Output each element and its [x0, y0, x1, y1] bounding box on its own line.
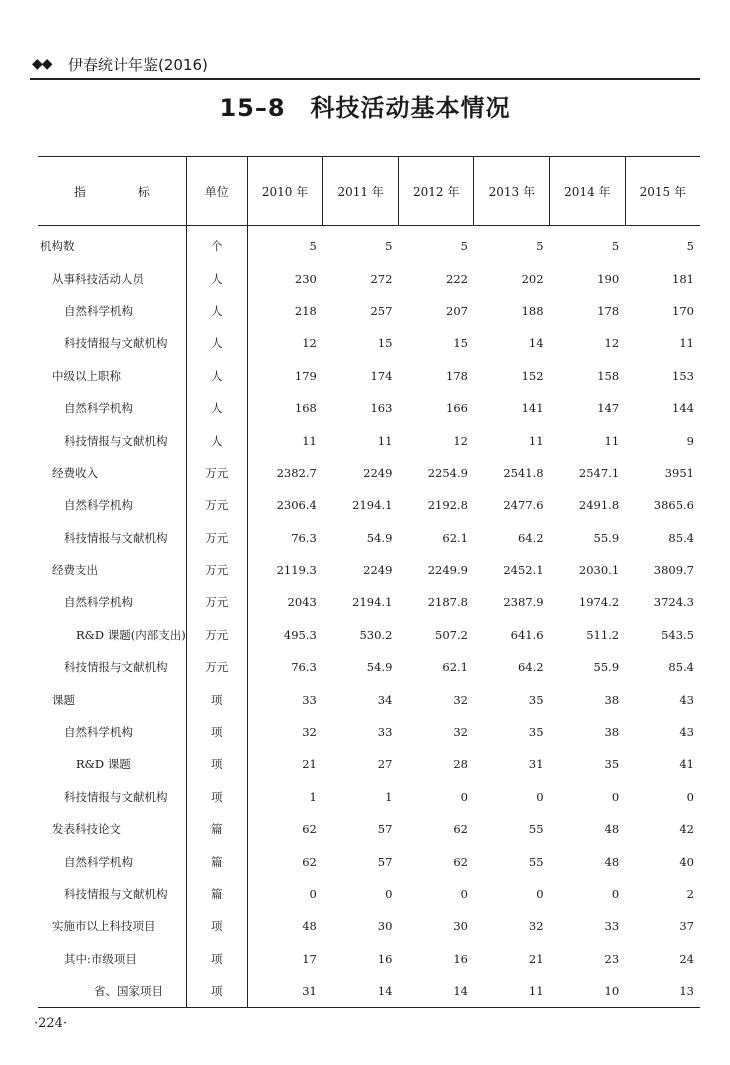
table-cell: 12: [453, 433, 468, 448]
table-cell: 2: [686, 887, 694, 901]
row-unit: 万元: [186, 489, 247, 521]
table-cell: 11: [474, 975, 550, 1008]
row-unit: 人: [186, 262, 247, 294]
table-cell: 11: [528, 433, 544, 448]
row-label: 其中:市级项目: [64, 951, 137, 966]
column-header-unit: 单位: [186, 157, 247, 226]
table-cell: 5: [460, 239, 468, 254]
table-row: [38, 457, 700, 489]
row-unit: 项: [186, 748, 247, 780]
table-row: [38, 975, 700, 1008]
table-cell: 141: [521, 401, 544, 416]
table-row: [38, 360, 700, 392]
table-cell: 1: [385, 789, 393, 804]
row-unit: 个: [186, 226, 247, 263]
table-cell: 31: [528, 757, 544, 772]
table-row: [38, 554, 700, 586]
table-cell: 40: [679, 854, 694, 869]
table-cell: 30: [453, 919, 468, 934]
table-row: [38, 748, 700, 780]
row-unit: 人: [186, 295, 247, 327]
row-unit: 项: [186, 910, 247, 942]
table-row: [38, 489, 700, 521]
table-cell: 54.9: [366, 660, 393, 675]
table-cell: 55: [528, 822, 544, 837]
table-cell: 0: [611, 789, 620, 804]
table-cell: 2387.9: [503, 595, 544, 610]
row-label: 课题: [52, 692, 75, 707]
table-cell: 152: [521, 368, 544, 383]
table-cell: 32: [302, 725, 317, 740]
table-cell: 2194.1: [352, 498, 393, 513]
table-row: [38, 845, 700, 877]
table-cell: 2491.8: [578, 498, 620, 513]
row-unit: 篇: [186, 845, 247, 877]
table-row: [38, 683, 700, 715]
table-cell: 2249: [363, 465, 393, 480]
table-row: [38, 878, 700, 910]
table-cell: 218: [294, 303, 317, 318]
table-cell: 207: [446, 303, 468, 318]
table-row: [38, 424, 700, 456]
table-row: [38, 651, 700, 683]
row-label: 自然科学机构: [64, 498, 133, 513]
table-cell: 2249.9: [427, 563, 468, 578]
table-cell: 57: [377, 822, 393, 837]
table-cell: 12: [302, 336, 317, 351]
row-unit: 万元: [186, 586, 247, 618]
table-cell: 62.1: [442, 660, 468, 675]
table-cell: 34: [377, 692, 393, 707]
table-cell: 174: [370, 368, 393, 383]
column-header-year: 2015 年: [625, 157, 700, 226]
table-cell: 17: [302, 951, 317, 966]
row-unit: 万元: [186, 522, 247, 554]
table-cell: 5: [309, 239, 317, 254]
table-cell: 54.9: [366, 530, 393, 545]
table-cell: 1: [309, 789, 317, 804]
table-cell: 170: [672, 303, 694, 318]
table-cell: 530.2: [359, 627, 393, 642]
table-cell: 2306.4: [276, 498, 317, 513]
table-cell: 0: [536, 887, 544, 901]
row-label: 从事科技活动人员: [52, 271, 144, 286]
table-cell: 144: [672, 401, 694, 416]
table-cell: 2477.6: [503, 498, 544, 513]
table-row: [38, 295, 700, 327]
row-unit: 篇: [186, 878, 247, 910]
row-unit: 万元: [186, 619, 247, 651]
table-cell: 166: [446, 401, 468, 416]
table-cell: 35: [528, 725, 544, 740]
row-label: 经费收入: [52, 465, 98, 480]
table-cell: 55: [528, 854, 544, 869]
table-cell: 15: [377, 336, 393, 351]
table-cell: 15: [453, 336, 468, 351]
row-unit: 万元: [186, 554, 247, 586]
table-cell: 2249: [363, 563, 393, 578]
row-label: 发表科技论文: [52, 822, 121, 837]
table-cell: 2187.8: [427, 595, 468, 610]
page-number: ·224·: [34, 1016, 68, 1031]
table-cell: 28: [453, 757, 468, 772]
table-cell: 85.4: [668, 530, 694, 545]
table-cell: 0: [686, 789, 694, 804]
table-cell: 62: [453, 822, 468, 837]
column-header-year: 2012 年: [398, 157, 474, 226]
table-cell: 14: [528, 336, 544, 351]
table-cell: 48: [302, 919, 317, 934]
row-label: 自然科学机构: [64, 725, 133, 740]
row-unit: 项: [186, 781, 247, 813]
table-row: [38, 262, 700, 294]
table-cell: 3724.3: [653, 595, 694, 610]
column-header-indicator: 指 标: [38, 157, 186, 226]
table-cell: 85.4: [668, 660, 694, 675]
table-cell: 14: [323, 975, 399, 1008]
table-cell: 12: [604, 336, 620, 351]
table-cell: 27: [377, 757, 393, 772]
table-cell: 168: [294, 401, 317, 416]
row-label: 中级以上职称: [52, 368, 121, 383]
table-cell: 23: [604, 951, 620, 966]
row-unit: 人: [186, 360, 247, 392]
row-label: 科技情报与文献机构: [64, 336, 168, 351]
row-label: R&D 课题: [76, 757, 131, 772]
table-cell: 3951: [664, 465, 694, 480]
table-cell: 31: [247, 975, 323, 1008]
row-label: 实施市以上科技项目: [52, 919, 156, 934]
row-label: 科技情报与文献机构: [64, 660, 168, 675]
table-cell: 30: [377, 919, 393, 934]
table-cell: 35: [528, 692, 544, 707]
table-cell: 507.2: [435, 627, 468, 642]
table-cell: 2192.8: [427, 498, 468, 513]
row-unit: 万元: [186, 651, 247, 683]
table-cell: 64.2: [517, 660, 544, 675]
book-title: 伊春统计年鉴(2016): [68, 56, 208, 74]
table-cell: 57: [377, 854, 393, 869]
table-cell: 43: [679, 692, 694, 707]
table-cell: 10: [550, 975, 626, 1008]
row-unit: 篇: [186, 813, 247, 845]
table-cell: 55.9: [593, 660, 620, 675]
row-label: 科技情报与文献机构: [64, 789, 168, 804]
table-header-row: [38, 157, 700, 226]
table-cell: 2043: [287, 595, 317, 610]
table-cell: 147: [597, 401, 620, 416]
column-header-year: 2010 年: [247, 157, 323, 226]
table-cell: 11: [302, 433, 317, 448]
row-label: 省、国家项目: [38, 975, 186, 1008]
row-unit: 人: [186, 392, 247, 424]
table-cell: 153: [672, 368, 694, 383]
row-unit: 项: [186, 943, 247, 975]
table-cell: 64.2: [517, 530, 544, 545]
table-cell: 37: [679, 919, 694, 934]
table-row: [38, 522, 700, 554]
table-cell: 257: [370, 303, 393, 318]
table-cell: 24: [679, 951, 694, 966]
row-unit: 项: [186, 975, 247, 1008]
table-cell: 21: [302, 757, 317, 772]
table-row: [38, 716, 700, 748]
table-cell: 62: [453, 854, 468, 869]
table-cell: 5: [536, 239, 544, 254]
table-cell: 2541.8: [503, 465, 544, 480]
row-label: 科技情报与文献机构: [64, 433, 168, 448]
row-label: 机构数: [40, 239, 75, 254]
table-cell: 2119.3: [276, 563, 317, 578]
row-label: 自然科学机构: [64, 303, 133, 318]
data-table: [38, 156, 700, 1008]
row-unit: 项: [186, 683, 247, 715]
table-cell: 76.3: [291, 530, 317, 545]
column-header-year: 2014 年: [550, 157, 626, 226]
table-cell: 13: [625, 975, 700, 1008]
table-cell: 641.6: [510, 627, 544, 642]
column-header-year: 2011 年: [323, 157, 399, 226]
table-cell: 3809.7: [653, 563, 694, 578]
table-cell: 2194.1: [352, 595, 393, 610]
table-cell: 62.1: [442, 530, 468, 545]
table-cell: 55.9: [593, 530, 620, 545]
table-cell: 2382.7: [276, 465, 317, 480]
table-cell: 9: [686, 433, 694, 448]
row-unit: 人: [186, 327, 247, 359]
table-cell: 178: [446, 368, 468, 383]
table-row: [38, 392, 700, 424]
row-label: 经费支出: [52, 563, 98, 578]
table-row: [38, 619, 700, 651]
row-label: 科技情报与文献机构: [64, 530, 168, 545]
page-title: 15–8 科技活动基本情况: [219, 94, 511, 122]
table-cell: 0: [536, 789, 544, 804]
table-cell: 5: [686, 239, 694, 254]
row-label: 科技情报与文献机构: [64, 887, 168, 901]
table-cell: 0: [385, 887, 393, 901]
table-cell: 33: [302, 692, 317, 707]
table-cell: 11: [604, 433, 620, 448]
table-cell: 35: [604, 757, 620, 772]
table-cell: 32: [528, 919, 544, 934]
table-cell: 0: [611, 887, 620, 901]
table-cell: 178: [597, 303, 620, 318]
table-row: [38, 910, 700, 942]
table-cell: 2030.1: [578, 563, 620, 578]
table-cell: 0: [309, 887, 317, 901]
diamond-icon: ◆◆: [32, 56, 52, 72]
table-cell: 21: [528, 951, 544, 966]
table-cell: 14: [398, 975, 474, 1008]
table-cell: 163: [370, 401, 393, 416]
table-row: [38, 327, 700, 359]
row-unit: 万元: [186, 457, 247, 489]
table-cell: 11: [679, 336, 694, 351]
table-cell: 230: [294, 271, 317, 286]
table-cell: 33: [377, 725, 393, 740]
table-cell: 190: [597, 271, 620, 286]
table-row: [38, 781, 700, 813]
table-cell: 511.2: [586, 627, 620, 642]
table-cell: 3865.6: [653, 498, 694, 513]
row-label: 自然科学机构: [64, 854, 133, 869]
table-cell: 272: [370, 271, 393, 286]
table-row: [38, 813, 700, 845]
table-cell: 188: [521, 303, 544, 318]
row-label: 自然科学机构: [64, 401, 133, 416]
table-cell: 32: [453, 725, 468, 740]
table-cell: 62: [302, 854, 317, 869]
table-cell: 33: [604, 919, 620, 934]
table-cell: 179: [294, 368, 317, 383]
table-cell: 42: [679, 822, 694, 837]
table-cell: 38: [604, 725, 620, 740]
table-cell: 32: [453, 692, 468, 707]
table-cell: 76.3: [291, 660, 317, 675]
table-cell: 16: [377, 951, 393, 966]
table-cell: 41: [679, 757, 694, 772]
table-cell: 43: [679, 725, 694, 740]
table-row: [38, 586, 700, 618]
table-cell: 495.3: [283, 627, 317, 642]
table-cell: 48: [604, 822, 620, 837]
table-cell: 2452.1: [503, 563, 544, 578]
table-cell: 62: [302, 822, 317, 837]
row-label: 自然科学机构: [64, 595, 133, 610]
table-cell: 38: [604, 692, 620, 707]
table-cell: 0: [460, 887, 468, 901]
table-cell: 11: [377, 433, 393, 448]
table-cell: 222: [446, 271, 468, 286]
table-cell: 5: [611, 239, 620, 254]
table-cell: 181: [672, 271, 694, 286]
table-cell: 2254.9: [427, 465, 468, 480]
row-unit: 项: [186, 716, 247, 748]
table-cell: 16: [453, 951, 468, 966]
table-cell: 5: [385, 239, 393, 254]
table-cell: 2547.1: [578, 465, 620, 480]
table-row: [38, 943, 700, 975]
running-header: [30, 52, 700, 80]
table-cell: 158: [597, 368, 620, 383]
table-cell: 202: [521, 271, 544, 286]
table-cell: 1974.2: [578, 595, 620, 610]
column-header-year: 2013 年: [474, 157, 550, 226]
table-row: [38, 226, 700, 263]
table-cell: 48: [604, 854, 620, 869]
table-cell: 543.5: [661, 627, 694, 642]
row-unit: 人: [186, 424, 247, 456]
row-label: R&D 课题(内部支出): [76, 627, 186, 642]
table-cell: 0: [460, 789, 468, 804]
